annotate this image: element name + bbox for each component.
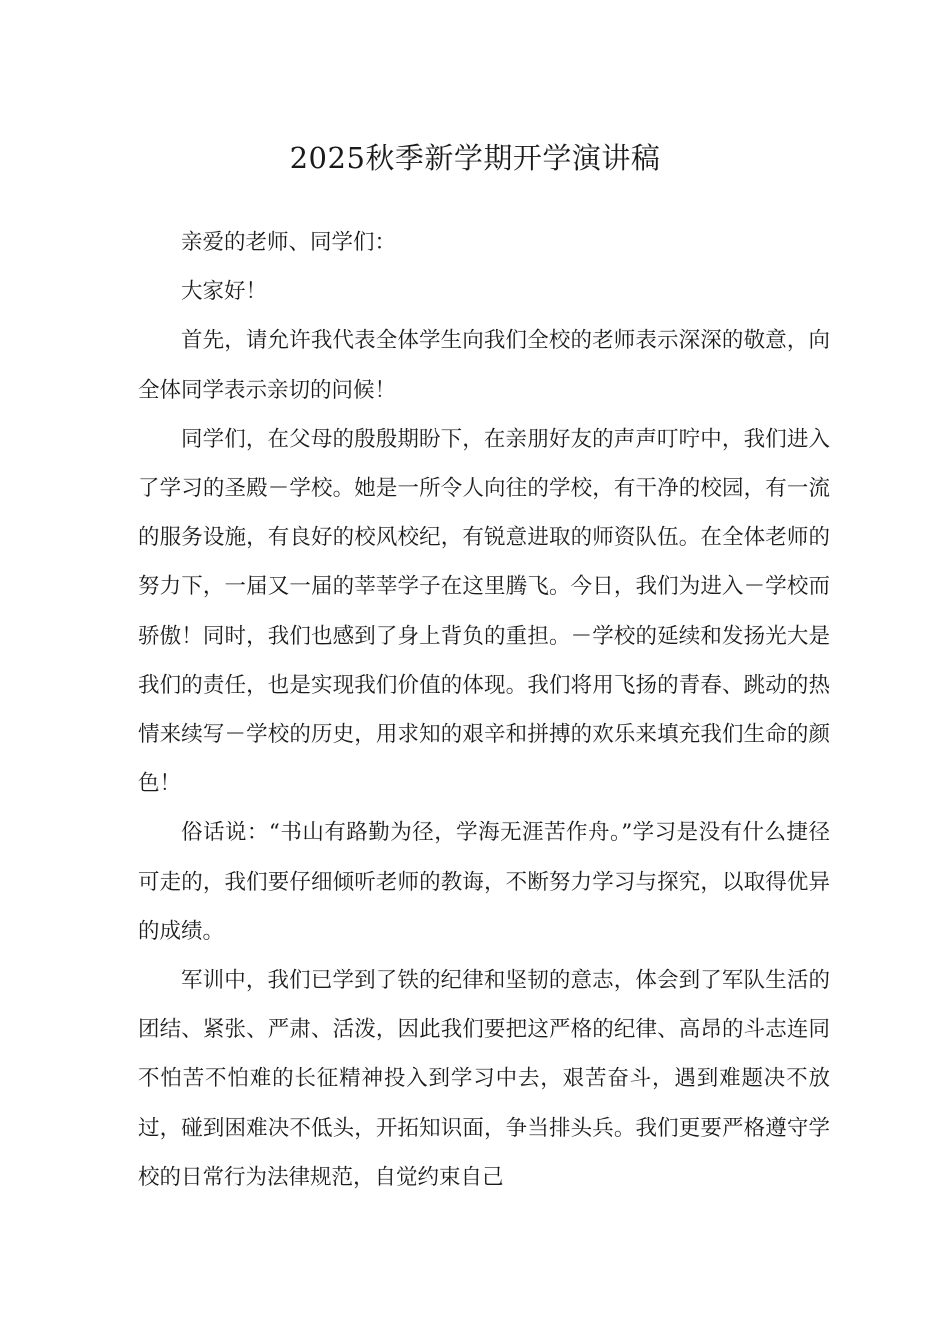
paragraph-hello: 大家好！ <box>181 279 268 305</box>
document-body <box>138 218 830 1202</box>
paragraph-proverb: 俗话说：“书山有路勤为径，学海无涯苦作舟。”学习是没有什么捷径可走的，我们要仔细倾听老师的教诲，不断努力学习与探究，以取得优异的成绩。 <box>138 820 830 944</box>
paragraph-respect: 首先，请允许我代表全体学生向我们全校的老师表示深深的敬意，向全体同学表示亲切的问候！ <box>138 328 830 403</box>
paragraph-school: 同学们，在父母的殷殷期盼下，在亲朋好友的声声叮咛中，我们进入了学习的圣殿－学校。她是一所令人向往的学校，有干净的校园，有一流的服务设施，有良好的校风校纪，有锐意进取的师资队伍。在全体老师的努力下，一届又一届的莘莘学子在这里腾飞。今日，我们为进入－学校而骄傲！同时，我们也感到了身上背负的重担。－学校的延续和发扬光大是我们的责任，也是实现我们价值的体现。我们将用飞扬的青春、跳动的热情来续写－学校的历史，用求知的艰辛和拼搏的欢乐来填充我们生命的颜色！ <box>138 426 830 797</box>
paragraph-military-training: 军训中，我们已学到了铁的纪律和坚韧的意志，体会到了军队生活的团结、紧张、严肃、活泼，因此我们要把这严格的纪律、高昂的斗志连同不怕苦不怕难的长征精神投入到学习中去，艰苦奋斗，遇到难题决不放过，碰到困难决不低头，开拓知识面，争当排头兵。我们更要严格遵守学校的日常行为法律规范，自觉约束自己 <box>138 968 830 1190</box>
paragraph-greeting: 亲爱的老师、同学们： <box>181 230 397 255</box>
document-title: 2025秋季新学期开学演讲稿 <box>289 141 661 175</box>
